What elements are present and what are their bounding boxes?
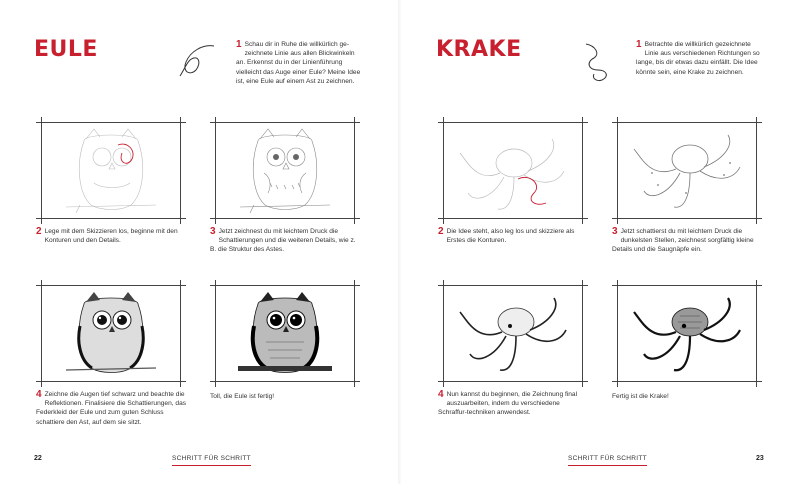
step-text: Fertig ist die Krake! [612, 393, 669, 400]
page-number-right: 23 [756, 455, 764, 462]
step-number: 2 [438, 226, 444, 237]
owl-detailed-image [36, 286, 186, 381]
step-4-krake [438, 390, 590, 418]
step-number: 4 [36, 389, 42, 400]
page-title-krake: KRAKE [436, 37, 522, 62]
step-text: Die Idee steht, also leg los und skizziere als Erstes die Konturen. [446, 228, 575, 245]
owl-drawing-frame-3 [36, 285, 186, 382]
step-number: 4 [438, 389, 444, 400]
step-2-krake [438, 227, 590, 245]
octopus-doodle-line [576, 40, 620, 84]
page-number-left: 22 [34, 455, 42, 462]
step-text: Zeichne die Augen tief schwarz und beachte die Reflektionen. Finalisiere die Schattierungen, das Federkleid der Eule und zum guten Schluss schattiere den Ast, auf dem sie sitzt. [36, 391, 187, 426]
step-3-eule [210, 227, 362, 255]
step-number: 1 [636, 39, 642, 50]
owl-final-frame-4 [210, 285, 360, 382]
octopus-final-image [612, 286, 762, 381]
step-text: Jetzt schattierst du mit leichtem Druck die dunkelsten Stellen, zeichnest sorgfältig kleine Details und die Saugnäpfe ein. [612, 228, 754, 254]
step-text: Betrachte die willkürlich gezeichnete Linie aus verschiedenen Richtungen so lange, bis dir etwas dazu einfällt. Die Idee könnte sein, eine Krake zu zeichnen. [636, 41, 760, 76]
footer-label-left: SCHRITT FÜR SCHRITT [172, 455, 251, 462]
owl-sketch-frame-2 [210, 122, 360, 219]
owl-shaded-image [210, 123, 360, 218]
step-text: Lege mit dem Skizzieren los, beginne mit den Konturen und den Details. [44, 228, 178, 245]
step-4-eule [36, 390, 188, 427]
step-text: Toll, die Eule ist fertig! [210, 393, 275, 400]
step-final-eule [210, 392, 362, 401]
owl-sketch-frame-1 [36, 122, 186, 219]
octopus-sketch-frame-1 [438, 122, 588, 219]
step-final-krake [612, 392, 764, 401]
footer-label-right: SCHRITT FÜR SCHRITT [568, 455, 647, 462]
book-gutter [398, 0, 402, 484]
step-3-krake [612, 227, 764, 255]
step-2-eule [36, 227, 188, 245]
owl-doodle-line [176, 40, 222, 80]
octopus-sketch-frame-2 [612, 122, 762, 219]
step-number: 1 [236, 39, 242, 50]
step-number: 3 [612, 226, 618, 237]
step-text: Jetzt zeichnest du mit leichtem Druck die Schattierungen und die weiteren Details, wie z. B. die Struktur des Astes. [210, 228, 356, 254]
step-text: Nun kannst du beginnen, die Zeichnung final auszuarbeiten, indem du verschiedene Schraffur-techniken anwendest. [438, 391, 578, 417]
octopus-detailed-image [438, 286, 588, 381]
step-1-krake [636, 40, 764, 77]
page-title-eule: EULE [34, 37, 98, 62]
octopus-shaded-image [612, 123, 762, 218]
octopus-sketch-image [438, 123, 588, 218]
step-text: Schau dir in Ruhe die willkürlich ge-zeichnete Linie aus allen Blickwinkeln an. Erkennst du in der Linienführung vielleicht das Auge einer Eule? Meine Idee ist, eine Eule auf einem Ast zu zeichnen. [236, 41, 361, 85]
octopus-drawing-frame-3 [438, 285, 588, 382]
octopus-final-frame-4 [612, 285, 762, 382]
step-number: 3 [210, 226, 216, 237]
step-number: 2 [36, 226, 42, 237]
owl-sketch-image [36, 123, 186, 218]
step-1-eule [236, 40, 364, 86]
owl-final-image [210, 286, 360, 381]
